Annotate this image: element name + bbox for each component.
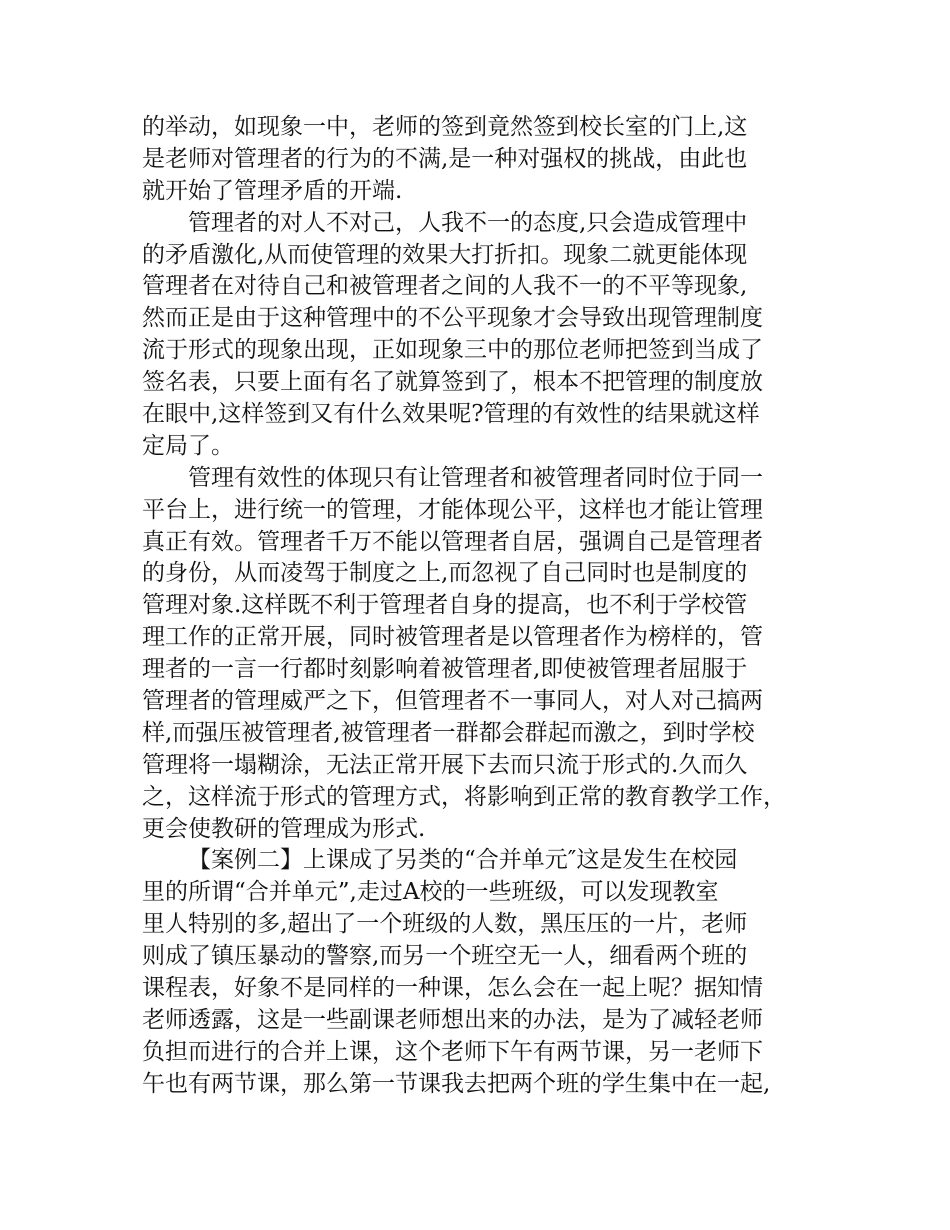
text-line: 的身份，从而凌驾于制度之上,而忽视了自己同时也是制度的 <box>142 560 748 587</box>
text-line: 平台上，进行统一的管理，才能体现公平，这样也才能让管理 <box>142 496 763 523</box>
paragraph-first-line: 管理有效性的体现只有让管理者和被管理者同时位于同一 <box>188 464 763 491</box>
text-line: 里的所谓“合并单元”,走过A校的一些班级，可以发现教室 <box>142 879 719 906</box>
text-line: 管理将一塌糊涂，无法正常开展下去而只流于形式的.久而久 <box>142 751 748 778</box>
text-line: 然而正是由于这种管理中的不公平现象才会导致出现管理制度 <box>142 305 763 332</box>
text-line: 流于形式的现象出现，正如现象三中的那位老师把签到当成了 <box>142 337 763 364</box>
body-text <box>142 112 832 1101</box>
text-line: 在眼中,这样签到又有什么效果呢?管理的有效性的结果就这样 <box>142 401 760 428</box>
text-line: 的矛盾激化,从而使管理的效果大打折扣。现象二就更能体现 <box>142 241 748 268</box>
text-line: 理工作的正常开展，同时被管理者是以管理者作为榜样的，管 <box>142 624 763 651</box>
paragraph-first-line: 【案例二】上课成了另类的“合并单元″这是发生在校园 <box>188 847 738 874</box>
text-line: 里人特别的多,超出了一个班级的人数，黑压压的一片，老师 <box>142 911 748 938</box>
text-line: 老师透露，这是一些副课老师想出来的办法，是为了减轻老师 <box>142 1006 763 1033</box>
text-line: 则成了镇压暴动的警察,而另一个班空无一人，细看两个班的 <box>142 943 748 970</box>
text-line: 管理者在对待自己和被管理者之间的人我不一的不平等现象, <box>142 273 748 300</box>
text-line: 更会使教研的管理成为形式. <box>142 815 426 842</box>
text-line: 课程表，好象不是同样的一种课，怎么会在一起上呢？据知情 <box>142 975 763 1002</box>
text-line: 真正有效。管理者千万不能以管理者自居，强调自己是管理者 <box>142 528 763 555</box>
text-line: 午也有两节课，那么第一节课我去把两个班的学生集中在一起, <box>142 1070 771 1097</box>
text-line: 的举动，如现象一中，老师的签到竟然签到校长室的门上,这 <box>142 114 748 140</box>
text-line: 就开始了管理矛盾的开端. <box>142 177 403 204</box>
text-line: 管理对象.这样既不利于管理者自身的提高，也不利于学校管 <box>142 592 748 619</box>
text-line: 之，这样流于形式的管理方式，将影响到正常的教育教学工作， <box>142 783 786 810</box>
text-line: 样,而强压被管理者,被管理者一群都会群起而激之，到时学校 <box>142 719 755 746</box>
text-line: 定局了。 <box>142 432 234 459</box>
text-line: 理者的一言一行都时刻影响着被管理者,即使被管理者屈服于 <box>142 656 748 683</box>
paragraph-first-line: 管理者的对人不对己，人我不一的态度,只会造成管理中 <box>188 209 748 236</box>
text-line: 管理者的管理威严之下，但管理者不一事同人，对人对己搞两 <box>142 688 763 715</box>
text-line: 签名表，只要上面有名了就算签到了，根本不把管理的制度放 <box>142 369 763 396</box>
text-line: 是老师对管理者的行为的不满,是一种对强权的挑战，由此也 <box>142 145 748 172</box>
text-line: 负担而进行的合并上课，这个老师下午有两节课，另一老师下 <box>142 1038 763 1065</box>
